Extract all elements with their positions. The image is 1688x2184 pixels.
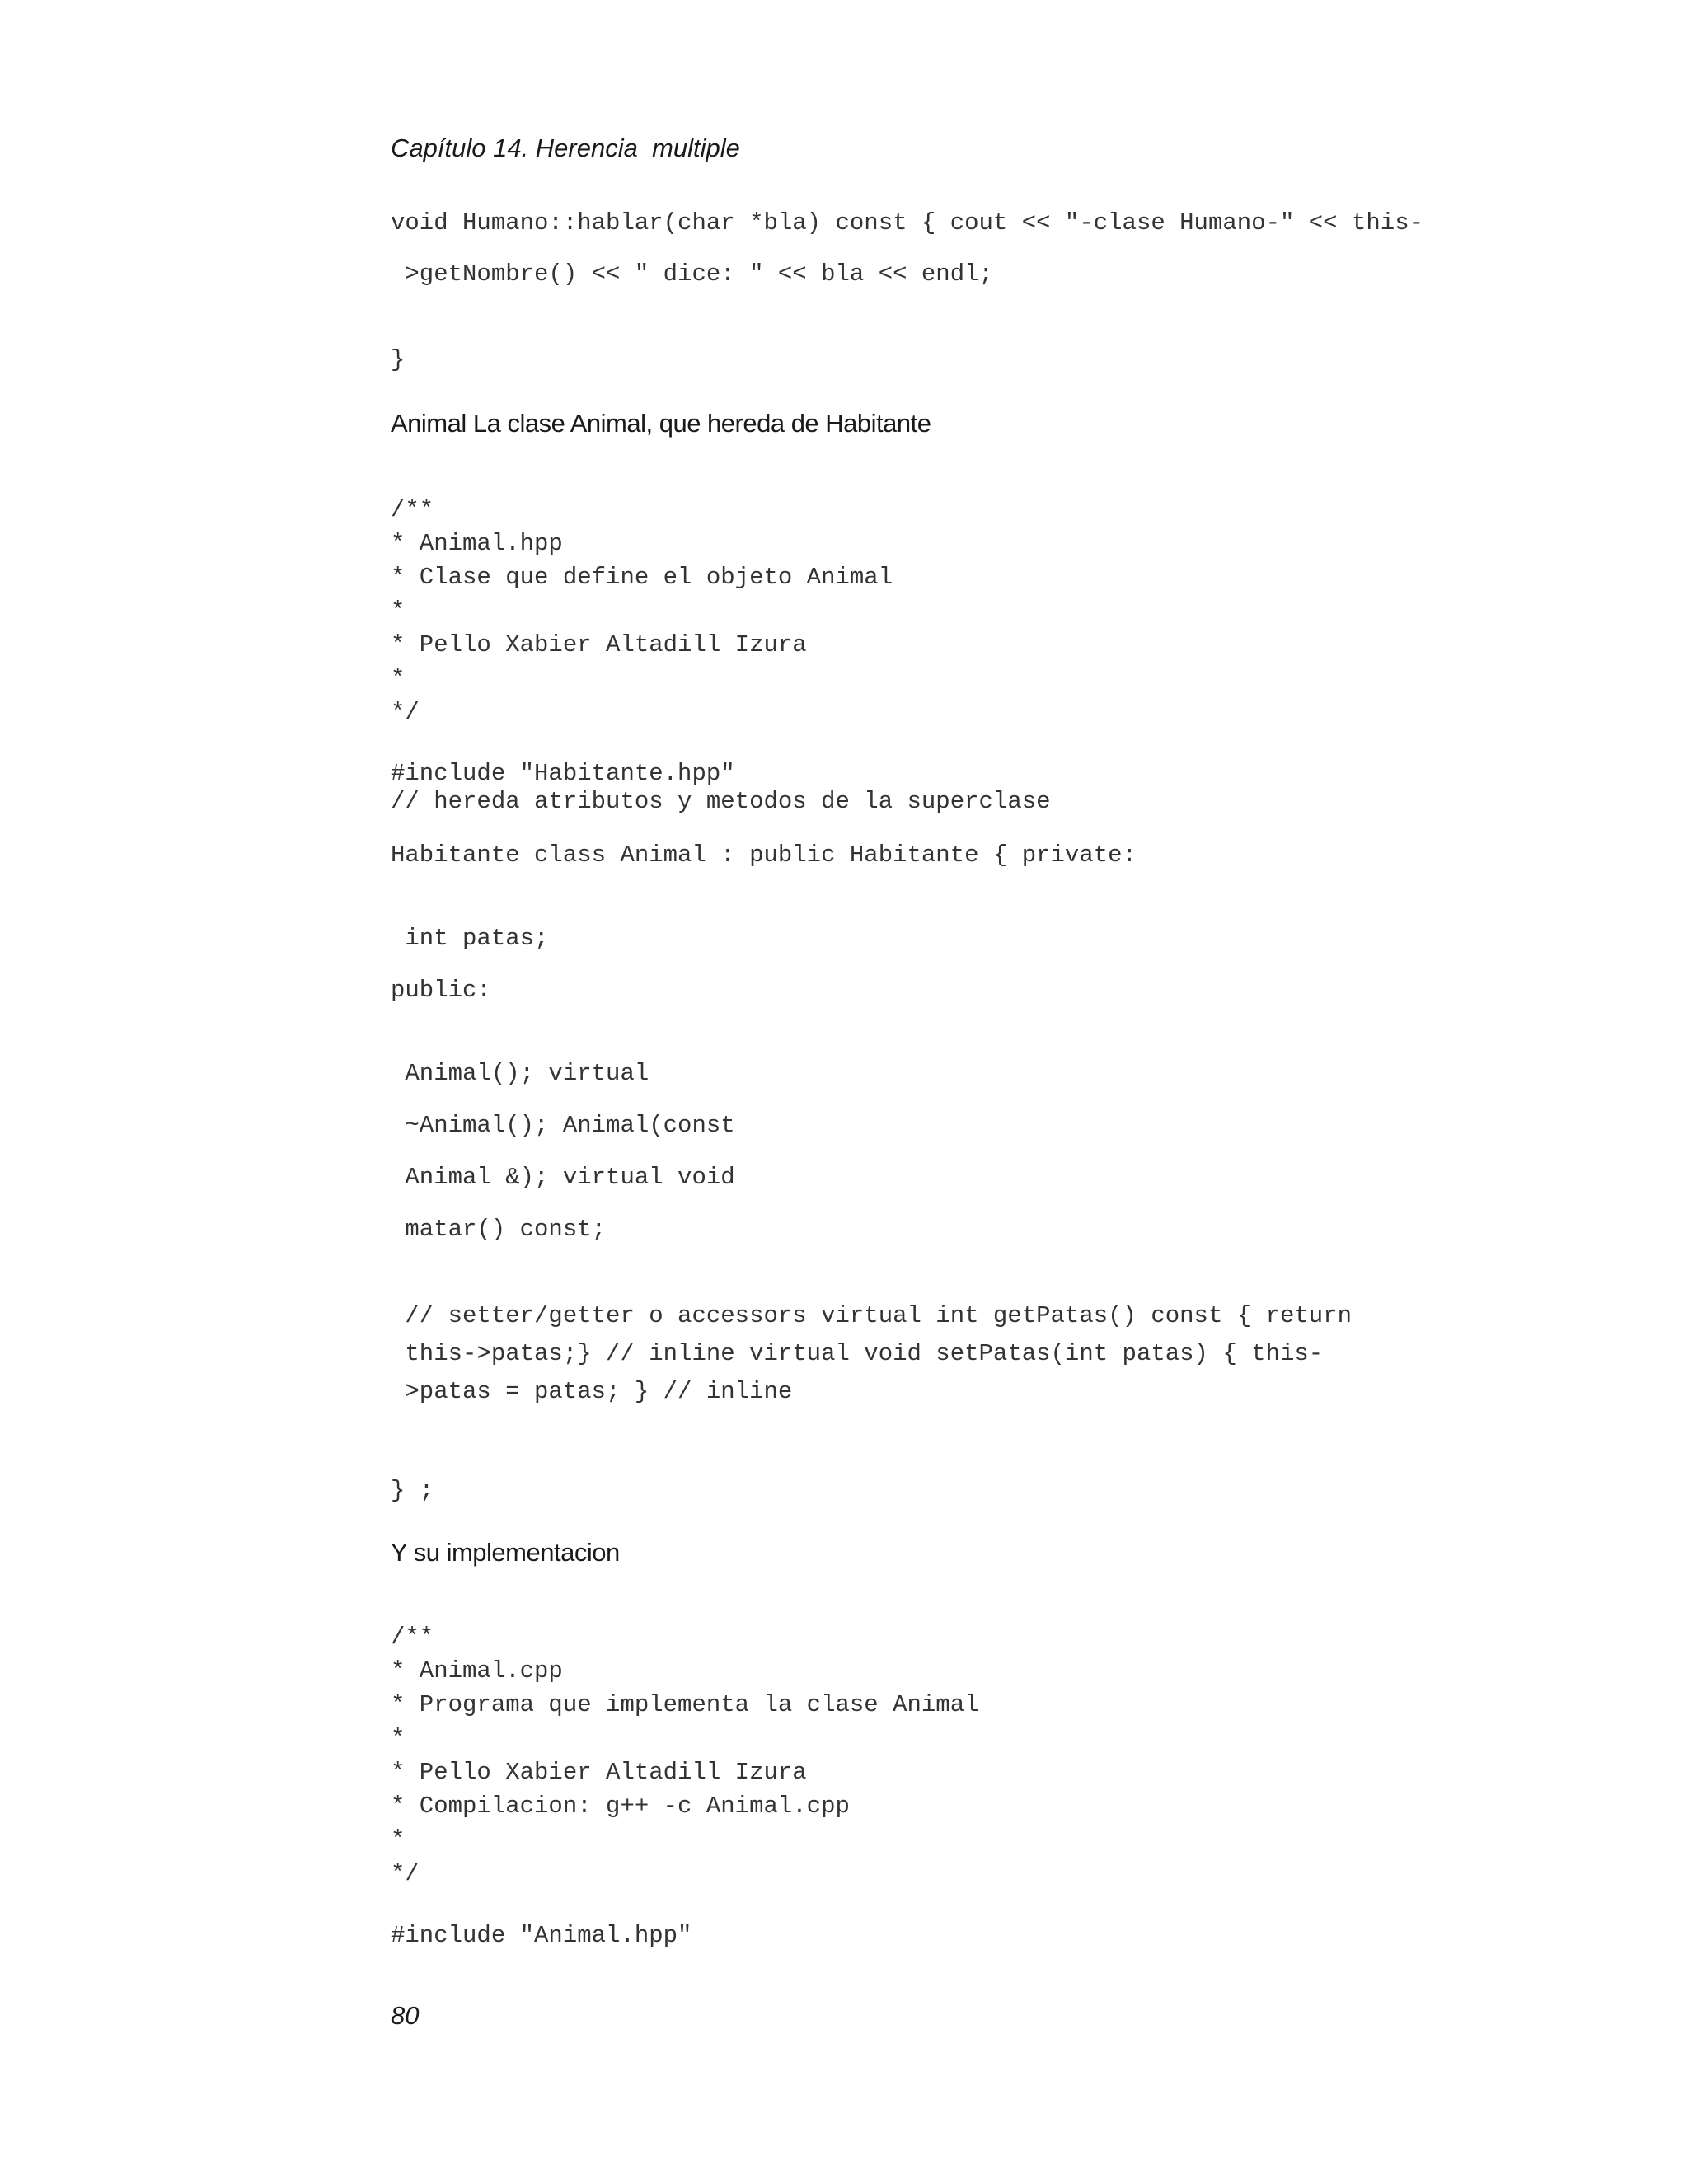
comment-line: * Pello Xabier Altadill Izura bbox=[391, 1759, 807, 1786]
code-line: void Humano::hablar(char *bla) const { cout << "-clase Humano-" << this- bbox=[391, 209, 1424, 237]
comment-line: * Compilacion: g++ -c Animal.cpp bbox=[391, 1793, 850, 1820]
class-close: } ; bbox=[391, 1477, 434, 1504]
method-line: Animal(); virtual bbox=[391, 1060, 649, 1087]
comment-line: */ bbox=[391, 699, 420, 726]
comment-line: * Animal.cpp bbox=[391, 1657, 563, 1685]
comment-line: /** bbox=[391, 496, 434, 523]
comment-line: // hereda atributos y metodos de la superclase bbox=[391, 788, 1051, 815]
comment-line: */ bbox=[391, 1860, 420, 1887]
method-line: Animal &); virtual void bbox=[391, 1164, 735, 1191]
access-specifier: public: bbox=[391, 977, 491, 1004]
member-declaration: int patas; bbox=[391, 925, 549, 952]
page-number: 80 bbox=[391, 2001, 420, 2030]
comment-line: * Animal.hpp bbox=[391, 530, 563, 557]
comment-line: * bbox=[391, 598, 406, 625]
accessor-line: // setter/getter o accessors virtual int getPatas() const { return bbox=[391, 1302, 1352, 1329]
code-line: } bbox=[391, 346, 406, 373]
comment-line: * Clase que define el objeto Animal bbox=[391, 564, 893, 591]
section-intro-animal: Animal La clase Animal, que hereda de Habitante bbox=[391, 409, 931, 438]
comment-line: * bbox=[391, 1826, 406, 1854]
accessor-line: this->patas;} // inline virtual void setPatas(int patas) { this- bbox=[391, 1340, 1324, 1367]
page-header: Capítulo 14. Herencia multiple bbox=[391, 134, 740, 162]
include-line: #include "Animal.hpp" bbox=[391, 1922, 692, 1949]
include-line: #include "Habitante.hpp" bbox=[391, 760, 735, 787]
method-line: matar() const; bbox=[391, 1216, 607, 1243]
accessor-line: >patas = patas; } // inline bbox=[391, 1378, 793, 1405]
comment-line: * bbox=[391, 1725, 406, 1752]
method-line: ~Animal(); Animal(const bbox=[391, 1112, 735, 1139]
comment-line: /** bbox=[391, 1624, 434, 1651]
comment-line: * Programa que implementa la clase Animal bbox=[391, 1691, 979, 1718]
section-intro-implementation: Y su implementacion bbox=[391, 1538, 620, 1567]
class-declaration: Habitante class Animal : public Habitante { private: bbox=[391, 841, 1137, 869]
comment-line: * Pello Xabier Altadill Izura bbox=[391, 631, 807, 658]
code-line: >getNombre() << " dice: " << bla << endl; bbox=[391, 260, 993, 288]
comment-line: * bbox=[391, 665, 406, 692]
